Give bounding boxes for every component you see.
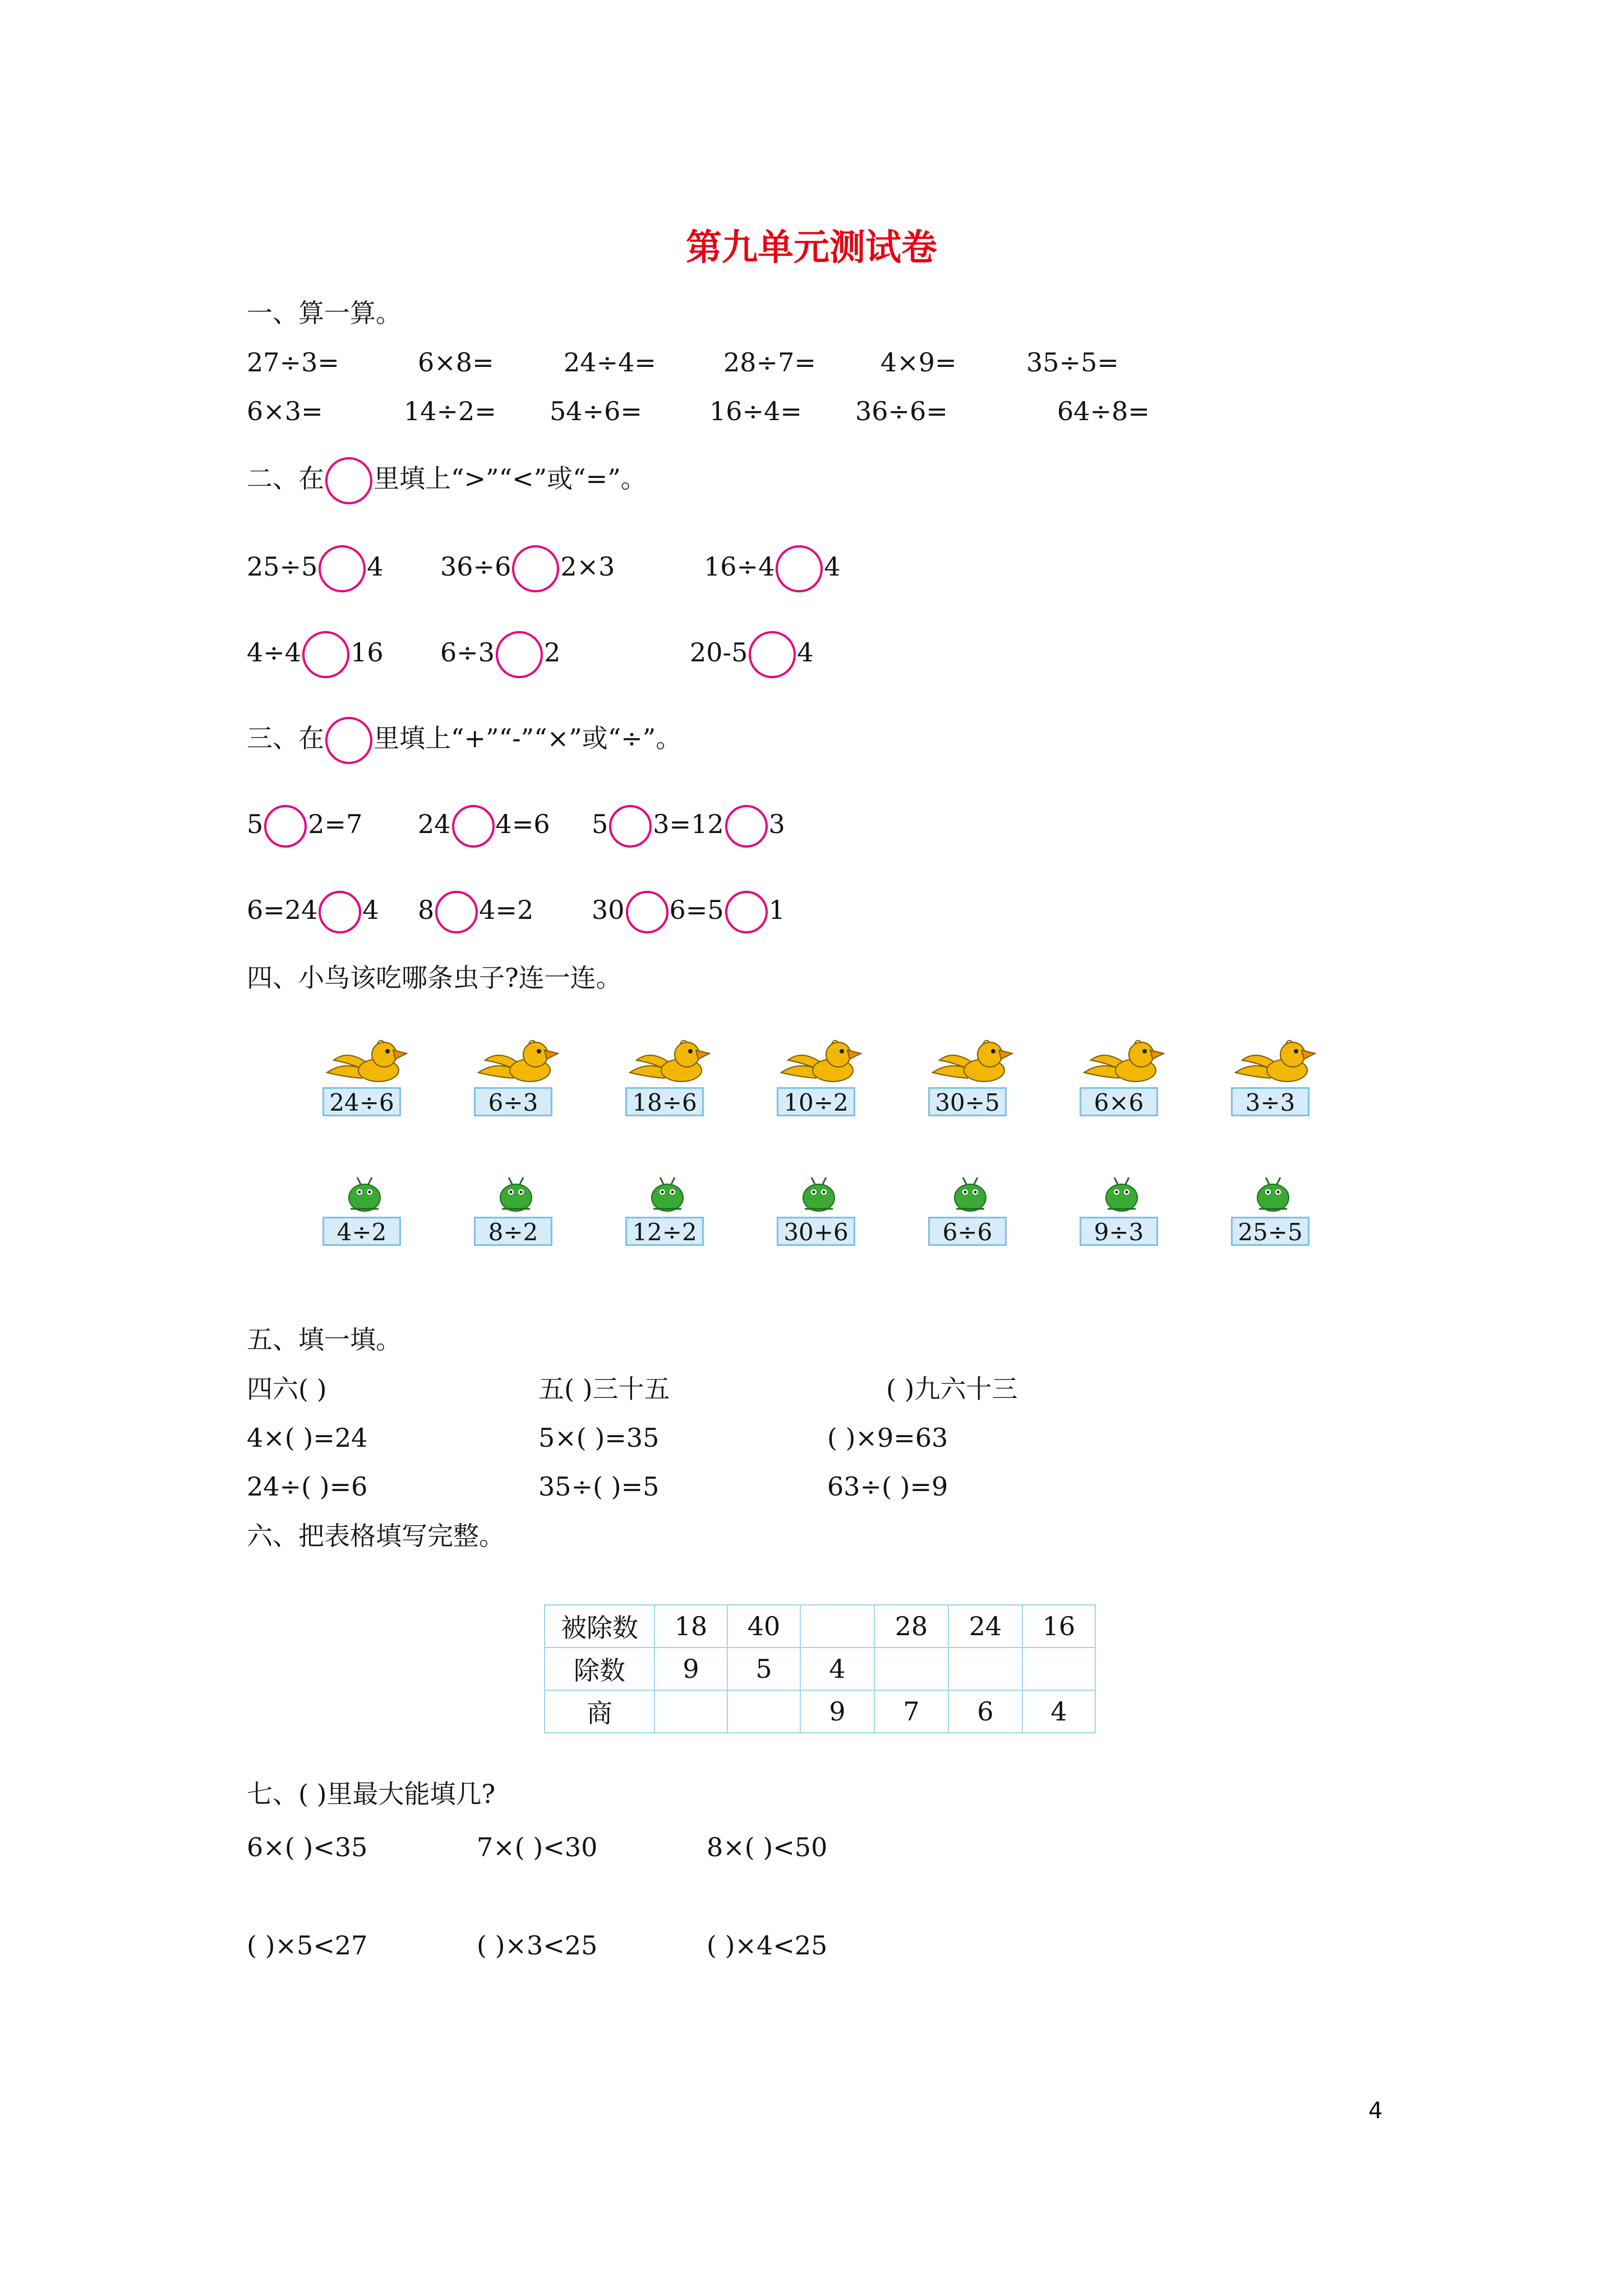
bug-card[interactable] (1231, 1175, 1315, 1246)
s7-r1-c2: 7×( )<30 (477, 1832, 598, 1862)
s3-r1-i3-a: 5 (592, 809, 608, 839)
table-cell: 18 (654, 1605, 727, 1648)
s1-r2-c4: 16÷4= (709, 396, 802, 426)
bird-card[interactable] (474, 1038, 558, 1116)
answer-circle[interactable] (749, 631, 796, 678)
section3-heading-post: 里填上“+”“-”“×”或“÷”。 (374, 723, 682, 753)
bird-icon (1080, 1038, 1164, 1088)
page-number: 4 (1368, 2098, 1383, 2124)
answer-circle[interactable] (302, 631, 349, 678)
table-row (545, 1690, 1095, 1733)
s2-r1-i2-left: 36÷6 (440, 551, 511, 582)
s5-r1-c1: 四六( ) (247, 1374, 327, 1404)
s3-r1-i3-c: 3 (768, 809, 785, 839)
section1-heading: 一、算一算。 (247, 298, 402, 328)
bug-icon (928, 1175, 1012, 1214)
bird-card[interactable] (777, 1038, 861, 1116)
s3-r2-i3-a: 30 (592, 895, 625, 925)
bug-icon (322, 1175, 407, 1214)
table-cell[interactable] (948, 1648, 1022, 1690)
bug-label: 30+6 (777, 1217, 855, 1246)
s2-r2-i2-right: 2 (544, 637, 561, 668)
bird-icon (322, 1038, 407, 1088)
table-cell: 被除数 (545, 1605, 654, 1648)
s2-r2-item2 (440, 631, 560, 678)
s1-r2-c5: 36÷6= (855, 396, 948, 426)
section2-heading-pre: 二、在 (247, 463, 324, 494)
answer-circle[interactable] (319, 891, 361, 933)
s1-r2-c2: 14÷2= (404, 396, 496, 426)
s2-r2-i1-right: 16 (351, 637, 384, 668)
s3-r1-i2-a: 24 (418, 809, 451, 839)
bird-label: 18÷6 (625, 1087, 704, 1116)
answer-circle[interactable] (264, 805, 307, 848)
s2-r1-i3-left: 16÷4 (704, 551, 775, 582)
section2-heading-post: 里填上“>”“<”或“=”。 (374, 463, 647, 494)
s2-r1-i1-left: 25÷5 (247, 551, 318, 582)
s3-r2-i1-b: 4 (362, 895, 379, 925)
table-cell[interactable] (727, 1690, 800, 1733)
s7-r2-c3: ( )×4<25 (707, 1930, 828, 1961)
circle-icon (325, 457, 372, 504)
table-cell: 9 (654, 1648, 727, 1690)
bird-card[interactable] (1080, 1038, 1164, 1116)
s1-r1-c2: 6×8= (418, 347, 494, 378)
table-row (545, 1648, 1095, 1690)
table-cell[interactable] (874, 1648, 948, 1690)
s1-r2-c3: 54÷6= (550, 396, 642, 426)
s5-r2-c2: 5×( )=35 (538, 1423, 660, 1453)
s3-r2-i2-a: 8 (418, 895, 435, 925)
bird-card[interactable] (322, 1038, 407, 1116)
table-cell: 9 (800, 1690, 874, 1733)
bug-icon (777, 1175, 861, 1214)
page-title: 第九单元测试卷 (686, 227, 937, 269)
bug-card[interactable] (1080, 1175, 1164, 1246)
bug-label: 4÷2 (322, 1217, 401, 1246)
bug-card[interactable] (777, 1175, 861, 1246)
s2-r2-i2-left: 6÷3 (440, 637, 495, 668)
s3-r2-item1 (247, 891, 379, 933)
bird-card[interactable] (928, 1038, 1012, 1116)
s1-r1-c3: 24÷4= (564, 347, 656, 378)
section4-heading: 四、小鸟该吃哪条虫子?连一连。 (247, 963, 622, 993)
table-cell: 28 (874, 1605, 948, 1648)
answer-circle[interactable] (776, 545, 823, 592)
section6-heading: 六、把表格填写完整。 (247, 1521, 505, 1551)
bird-icon (928, 1038, 1012, 1088)
table-cell: 24 (948, 1605, 1022, 1648)
s2-r1-item3 (704, 545, 841, 592)
s1-r2-c6: 64÷8= (1057, 396, 1150, 426)
s1-r1-c1: 27÷3= (247, 347, 339, 378)
table-cell: 商 (545, 1690, 654, 1733)
table-cell: 7 (874, 1690, 948, 1733)
table-row (545, 1605, 1095, 1648)
bug-card[interactable] (474, 1175, 558, 1246)
s2-r1-i2-right: 2×3 (560, 551, 615, 582)
answer-circle[interactable] (626, 891, 668, 933)
s5-r1-c2: 五( )三十五 (538, 1374, 670, 1404)
s1-r1-c5: 4×9= (880, 347, 957, 378)
bird-card[interactable] (1231, 1038, 1315, 1116)
bird-icon (625, 1038, 709, 1088)
s3-r2-i3-b: 6=5 (669, 895, 724, 925)
table-cell: 4 (800, 1648, 874, 1690)
s3-r2-i3-c: 1 (768, 895, 785, 925)
bug-card[interactable] (322, 1175, 407, 1246)
s1-r1-c4: 28÷7= (723, 347, 816, 378)
bird-icon (777, 1038, 861, 1088)
bird-icon (474, 1038, 558, 1088)
section7-heading: 七、( )里最大能填几? (247, 1779, 496, 1809)
circle-icon (325, 717, 372, 764)
s5-r3-c3: 63÷( )=9 (827, 1471, 948, 1502)
s1-r2-c1: 6×3= (247, 396, 323, 426)
answer-circle[interactable] (496, 631, 543, 678)
bug-label: 6÷6 (928, 1217, 1007, 1246)
table-cell: 16 (1022, 1605, 1095, 1648)
s3-r1-i2-b: 4=6 (495, 809, 550, 839)
section5-heading: 五、填一填。 (247, 1324, 402, 1355)
section3-heading-pre: 三、在 (247, 723, 324, 753)
bird-label: 6×6 (1080, 1087, 1158, 1116)
s7-r1-c1: 6×( )<35 (247, 1832, 368, 1862)
s3-r1-item2 (418, 805, 550, 848)
bug-label: 8÷2 (474, 1217, 552, 1246)
s2-r2-i1-left: 4÷4 (247, 637, 302, 668)
s5-r3-c2: 35÷( )=5 (538, 1471, 660, 1502)
table-cell: 4 (1022, 1690, 1095, 1733)
bird-icon (1231, 1038, 1315, 1088)
s2-r1-i1-right: 4 (367, 551, 384, 582)
s3-r2-item3 (592, 891, 785, 933)
s3-r1-item3 (592, 805, 785, 848)
answer-circle[interactable] (512, 545, 559, 592)
bug-icon (1080, 1175, 1164, 1214)
section2-heading (247, 457, 647, 504)
s7-r2-c1: ( )×5<27 (247, 1930, 368, 1961)
s2-r2-i3-right: 4 (797, 637, 814, 668)
answer-circle[interactable] (725, 891, 768, 933)
s3-r2-i1-a: 6=24 (247, 895, 318, 925)
section3-heading (247, 717, 681, 764)
s3-r1-i1-a: 5 (247, 809, 264, 839)
table-cell: 除数 (545, 1648, 654, 1690)
table-cell[interactable] (654, 1690, 727, 1733)
bird-label: 30÷5 (928, 1087, 1007, 1116)
bird-label: 3÷3 (1231, 1087, 1310, 1116)
s7-r1-c3: 8×( )<50 (707, 1832, 828, 1862)
answer-circle[interactable] (319, 545, 366, 592)
s3-r1-item1 (247, 805, 362, 848)
answer-circle[interactable] (609, 805, 652, 848)
table-cell[interactable] (1022, 1648, 1095, 1690)
bug-card[interactable] (625, 1175, 709, 1246)
s3-r2-i2-b: 4=2 (479, 895, 534, 925)
s3-r2-item2 (418, 891, 533, 933)
bug-label: 25÷5 (1231, 1217, 1310, 1246)
bird-label: 10÷2 (777, 1087, 855, 1116)
table-cell: 6 (948, 1690, 1022, 1733)
s7-r2-c2: ( )×3<25 (477, 1930, 598, 1961)
bird-label: 24÷6 (322, 1087, 401, 1116)
s2-r1-i3-right: 4 (824, 551, 841, 582)
bird-card[interactable] (625, 1038, 709, 1116)
s2-r2-item3 (690, 631, 814, 678)
answer-circle[interactable] (725, 805, 768, 848)
s1-r1-c6: 35÷5= (1026, 347, 1119, 378)
s2-r1-item1 (247, 545, 384, 592)
s2-r2-item1 (247, 631, 384, 678)
table-cell: 40 (727, 1605, 800, 1648)
bird-label: 6÷3 (474, 1087, 552, 1116)
s2-r2-i3-left: 20-5 (690, 637, 748, 668)
s3-r1-i3-b: 3=12 (653, 809, 724, 839)
s5-r3-c1: 24÷( )=6 (247, 1471, 368, 1502)
bug-card[interactable] (928, 1175, 1012, 1246)
bug-label: 9÷3 (1080, 1217, 1158, 1246)
bug-label: 12÷2 (625, 1217, 704, 1246)
table-cell: 5 (727, 1648, 800, 1690)
s2-r1-item2 (440, 545, 615, 592)
s5-r1-c3: ( )九六十三 (886, 1374, 1018, 1404)
division-table (544, 1604, 1096, 1733)
s3-r1-i1-b: 2=7 (308, 809, 363, 839)
bug-icon (474, 1175, 558, 1214)
bug-icon (1231, 1175, 1315, 1214)
table-cell[interactable] (800, 1605, 874, 1648)
answer-circle[interactable] (435, 891, 478, 933)
bug-icon (625, 1175, 709, 1214)
s5-r2-c1: 4×( )=24 (247, 1423, 368, 1453)
s5-r2-c3: ( )×9=63 (827, 1423, 948, 1453)
answer-circle[interactable] (452, 805, 495, 848)
